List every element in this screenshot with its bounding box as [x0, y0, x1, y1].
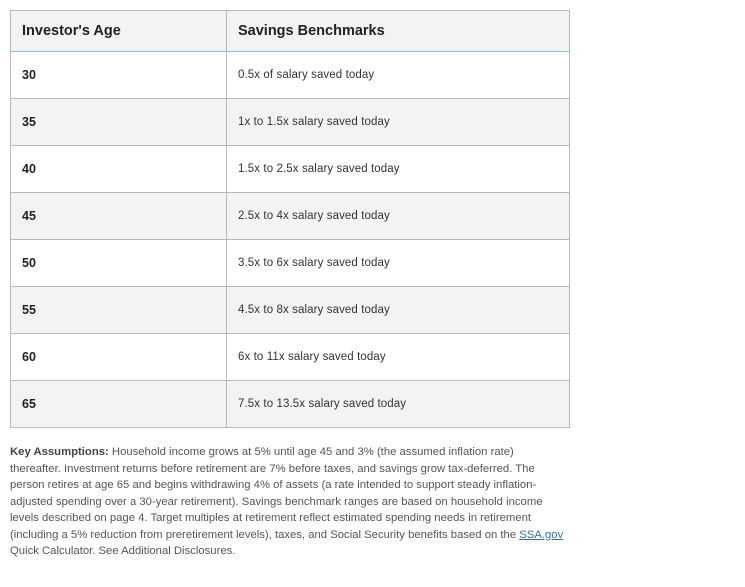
benchmark-cell: 1x to 1.5x salary saved today: [227, 99, 570, 146]
key-assumptions-heading: Key Assumptions:: [10, 446, 109, 458]
table-header: [11, 11, 570, 52]
table-row: [11, 99, 570, 146]
header-savings-benchmarks: Savings Benchmarks: [227, 11, 570, 52]
age-cell: 50: [11, 240, 227, 287]
savings-benchmarks-table: [10, 10, 570, 428]
table-row: [11, 334, 570, 381]
age-cell: 55: [11, 287, 227, 334]
key-assumptions-tail: Quick Calculator. See Additional Disclosures.: [10, 545, 236, 557]
savings-benchmarks-table-container: [10, 10, 569, 428]
age-cell: 45: [11, 193, 227, 240]
benchmark-cell: 6x to 11x salary saved today: [227, 334, 570, 381]
key-assumptions-note: [10, 444, 565, 560]
table-row: [11, 240, 570, 287]
table-row: [11, 287, 570, 334]
benchmark-cell: 7.5x to 13.5x salary saved today: [227, 381, 570, 428]
benchmark-cell: 1.5x to 2.5x salary saved today: [227, 146, 570, 193]
table-row: [11, 146, 570, 193]
age-cell: 65: [11, 381, 227, 428]
table-row: [11, 52, 570, 99]
benchmark-cell: 3.5x to 6x salary saved today: [227, 240, 570, 287]
table-body: [11, 52, 570, 428]
age-cell: 35: [11, 99, 227, 146]
benchmark-cell: 2.5x to 4x salary saved today: [227, 193, 570, 240]
age-cell: 40: [11, 146, 227, 193]
age-cell: 30: [11, 52, 227, 99]
benchmark-cell: 4.5x to 8x salary saved today: [227, 287, 570, 334]
table-row: [11, 381, 570, 428]
header-row: [11, 11, 570, 52]
ssa-gov-link[interactable]: SSA.gov: [519, 528, 564, 541]
benchmark-cell: 0.5x of salary saved today: [227, 52, 570, 99]
age-cell: 60: [11, 334, 227, 381]
header-investor-age: Investor's Age: [11, 11, 227, 52]
table-row: [11, 193, 570, 240]
key-assumptions-body: Household income grows at 5% until age 45 and 3% (the assumed inflation rate) thereafter. Investment returns before retirement are 7% before taxes, and savings grow tax-deferred. The person retires at age 65 and begins withdrawing 4% of assets (a rate intended to support steady inflation-adjusted spending over a 30-year retirement). Savings benchmark ranges are based on household income levels described on page 4. Target multiples at retirement reflect estimated spending needs in retirement (including a 5% reduction from preretirement levels), taxes, and Social Security benefits based on the: [10, 446, 543, 541]
